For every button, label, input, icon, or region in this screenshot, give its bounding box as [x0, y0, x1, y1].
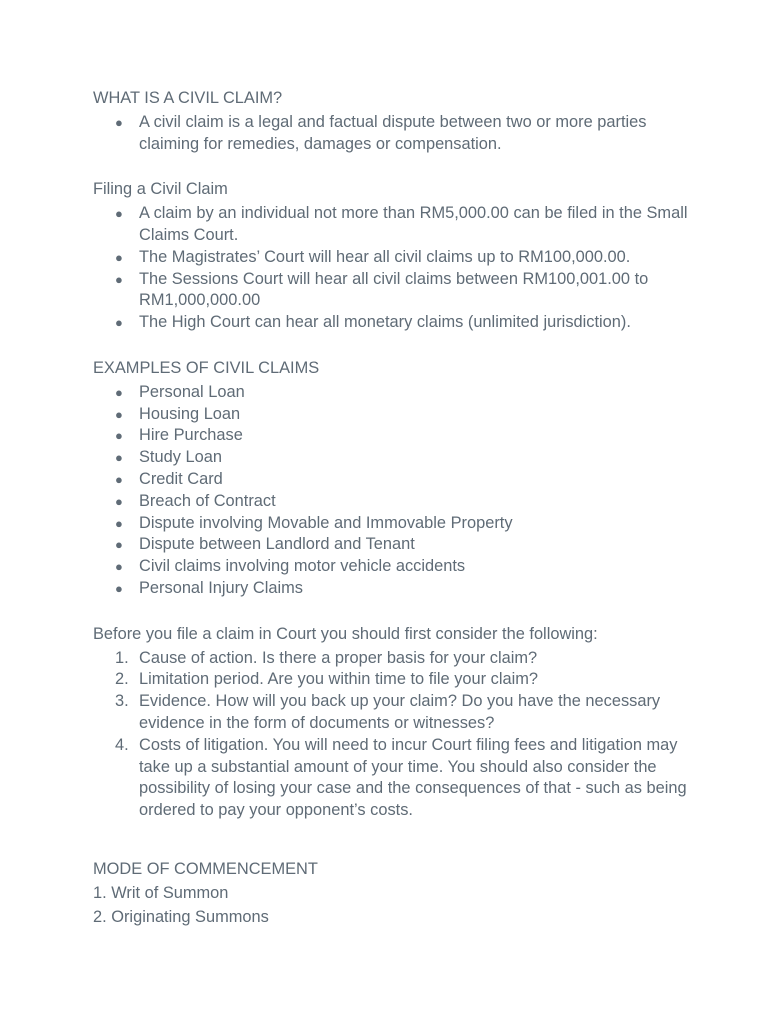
- list-item-text: Credit Card: [139, 469, 223, 488]
- list-what-is: [93, 112, 693, 156]
- bullet-icon: ●: [115, 384, 123, 400]
- heading-filing-civil-claim: Filing a Civil Claim: [93, 180, 228, 199]
- bullet-icon: ●: [115, 428, 123, 444]
- list-item: [93, 578, 693, 600]
- list-item-text: Evidence. How will you back up your claim? Do you have the necessary evidence in the form of documents or witnesses?: [139, 692, 661, 732]
- list-item: [93, 469, 693, 491]
- bullet-icon: ●: [115, 450, 123, 466]
- list-item-text: Study Loan: [139, 448, 222, 467]
- list-considerations: [93, 648, 693, 822]
- mode-line-writ: 1. Writ of Summon: [93, 883, 229, 902]
- document-page: [93, 88, 693, 928]
- list-item: [93, 491, 693, 513]
- list-item: [93, 269, 693, 313]
- list-number: 1.: [115, 648, 129, 667]
- list-item-text: Breach of Contract: [139, 491, 276, 510]
- list-item: [93, 247, 693, 269]
- list-examples: [93, 382, 693, 600]
- list-item-text: Dispute involving Movable and Immovable Property: [139, 513, 513, 532]
- bullet-icon: ●: [115, 493, 123, 509]
- bullet-icon: ●: [115, 515, 123, 531]
- list-item: [93, 312, 693, 334]
- list-number: 3.: [115, 692, 129, 711]
- list-item: [93, 648, 693, 670]
- heading-before-you-file: Before you file a claim in Court you should first consider the following:: [93, 624, 598, 643]
- list-item-text: Hire Purchase: [139, 426, 243, 445]
- bullet-icon: ●: [115, 271, 123, 287]
- list-item: [93, 404, 693, 426]
- bullet-icon: ●: [115, 537, 123, 553]
- list-item-text: Personal Injury Claims: [139, 578, 303, 597]
- list-item-text: The Magistrates’ Court will hear all civil claims up to RM100,000.00.: [139, 247, 631, 266]
- list-item-text: A civil claim is a legal and factual dispute between two or more parties claiming for remedies, damages or compensation.: [139, 112, 647, 153]
- list-item-text: A claim by an individual not more than RM5,000.00 can be filed in the Small Claims Court.: [139, 204, 688, 244]
- list-item-text: Dispute between Landlord and Tenant: [139, 535, 415, 554]
- list-item: [93, 669, 693, 691]
- list-item-text: Housing Loan: [139, 404, 241, 423]
- list-item: [93, 112, 693, 156]
- list-item-text: The High Court can hear all monetary claims (unlimited jurisdiction).: [139, 313, 631, 332]
- bullet-icon: ●: [115, 315, 123, 331]
- list-filing: [93, 203, 693, 334]
- bullet-icon: ●: [115, 559, 123, 575]
- list-item: [93, 534, 693, 556]
- bullet-icon: ●: [115, 471, 123, 487]
- list-item-text: Limitation period. Are you within time to file your claim?: [139, 670, 539, 689]
- list-item: [93, 513, 693, 535]
- bullet-icon: ●: [115, 406, 123, 422]
- list-item: [93, 425, 693, 447]
- mode-line-originating: 2. Originating Summons: [93, 907, 269, 926]
- list-item: [93, 447, 693, 469]
- heading-mode-of-commencement: MODE OF COMMENCEMENT: [93, 859, 318, 878]
- heading-what-is-civil-claim: WHAT IS A CIVIL CLAIM?: [93, 89, 283, 107]
- list-item: [93, 691, 693, 735]
- list-item-text: Personal Loan: [139, 382, 245, 401]
- list-item-text: Costs of litigation. You will need to incur Court filing fees and litigation may take up a substantial amount of your time. You should also consider the possibility of losing your case and the consequences of that - such as being ordered to pay your opponent’s costs.: [139, 735, 687, 820]
- list-item-text: The Sessions Court will hear all civil claims between RM100,001.00 to RM1,000,000.00: [139, 269, 649, 310]
- list-item: [93, 382, 693, 404]
- list-item: [93, 735, 693, 822]
- bullet-icon: ●: [115, 206, 123, 222]
- list-item: [93, 556, 693, 578]
- list-item: [93, 203, 693, 247]
- list-item-text: Cause of action. Is there a proper basis for your claim?: [139, 648, 538, 667]
- bullet-icon: ●: [115, 249, 123, 265]
- bullet-icon: ●: [115, 580, 123, 596]
- list-number: 2.: [115, 670, 129, 689]
- list-number: 4.: [115, 735, 129, 754]
- bullet-icon: ●: [115, 114, 123, 130]
- list-item-text: Civil claims involving motor vehicle accidents: [139, 557, 466, 576]
- heading-examples-civil-claims: EXAMPLES OF CIVIL CLAIMS: [93, 358, 320, 377]
